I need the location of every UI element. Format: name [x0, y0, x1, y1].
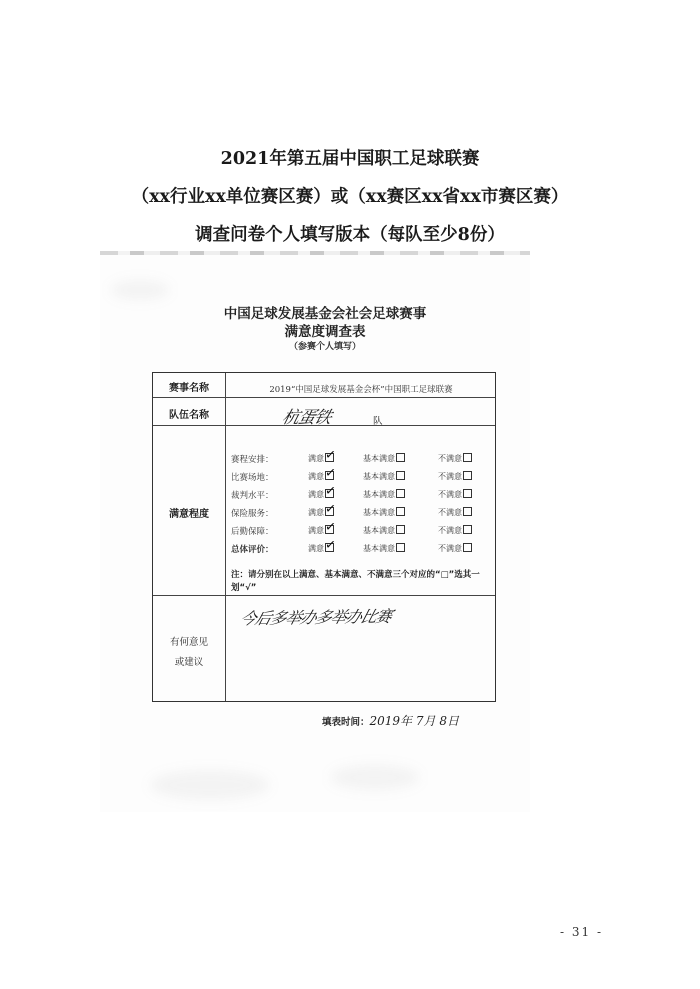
fill-time: [322, 712, 459, 729]
option-basically-satisfied[interactable]: 基本满意: [363, 489, 405, 500]
suggestion-label-line-1: 有何意见: [169, 637, 208, 648]
option-satisfied[interactable]: 满意 ✓: [308, 465, 337, 482]
rating-row: [231, 447, 493, 470]
check-mark-icon: ✓: [324, 447, 337, 464]
option-basically-satisfied[interactable]: 基本满意: [363, 525, 405, 536]
checkbox-basically-satisfied: [396, 543, 405, 552]
fill-time-handwritten: 2019年 7月 8日: [369, 714, 459, 728]
scan-smudge: [150, 770, 270, 800]
checkbox-basically-satisfied: [396, 489, 405, 498]
rating-row: [231, 483, 493, 506]
option-unsatisfied[interactable]: 不满意: [438, 453, 472, 464]
team-name-label: 队伍名称: [169, 410, 209, 421]
rating-item-label: 裁判水平：: [231, 491, 274, 501]
option-unsatisfied[interactable]: 不满意: [438, 525, 472, 536]
option-unsatisfied[interactable]: 不满意: [438, 543, 472, 554]
form-title-2: 满意度调查表: [284, 324, 366, 340]
checkbox-satisfied: [324, 447, 337, 464]
option-satisfied[interactable]: 满意 ✓: [308, 519, 337, 536]
rating-row: [231, 501, 493, 524]
option-basically-satisfied[interactable]: 基本满意: [363, 453, 405, 464]
checkbox-satisfied: [324, 519, 337, 536]
checkbox-unsatisfied: [463, 543, 472, 552]
option-basically-satisfied[interactable]: 基本满意: [363, 471, 405, 482]
option-unsatisfied[interactable]: 不满意: [438, 489, 472, 500]
check-mark-icon: ✓: [324, 537, 337, 554]
check-mark-icon: ✓: [324, 519, 337, 536]
survey-table: [152, 372, 496, 702]
rating-item-label: 赛程安排：: [231, 455, 274, 465]
rating-row: [231, 537, 493, 560]
checkbox-basically-satisfied: [396, 525, 405, 534]
option-basically-satisfied[interactable]: 基本满意: [363, 543, 405, 554]
checkbox-unsatisfied: [463, 507, 472, 516]
checkbox-unsatisfied: [463, 489, 472, 498]
option-satisfied[interactable]: 满意 ✓: [308, 483, 337, 500]
suggestion-label-line-2: 或建议: [174, 657, 204, 668]
option-unsatisfied[interactable]: 不满意: [438, 507, 472, 518]
event-name-value: 2019“中国足球发展基金会杯”中国职工足球联赛: [269, 385, 453, 395]
checkbox-basically-satisfied: [396, 471, 405, 480]
option-basically-satisfied[interactable]: 基本满意: [363, 507, 405, 518]
suggestion-label: [153, 633, 225, 673]
rating-item-label: 后勤保障：: [231, 527, 274, 537]
table-divider-vertical: [225, 373, 226, 701]
table-divider: [153, 397, 495, 398]
check-mark-icon: ✓: [324, 465, 337, 482]
document-title-line-3: 调查问卷个人填写版本（每队至少8份）: [195, 225, 505, 245]
option-satisfied[interactable]: 满意 ✓: [308, 501, 337, 518]
checkbox-satisfied: [324, 465, 337, 482]
team-name-handwritten: 杭蛋铁: [279, 408, 333, 428]
rating-row: [231, 465, 493, 488]
suggestion-handwritten: 今后多举办多举办比赛: [237, 606, 394, 629]
satisfaction-label: 满意程度: [169, 509, 209, 520]
option-satisfied[interactable]: 满意 ✓: [308, 537, 337, 554]
option-unsatisfied[interactable]: 不满意: [438, 471, 472, 482]
checkbox-unsatisfied: [463, 453, 472, 462]
scan-smudge: [330, 765, 420, 790]
check-mark-icon: ✓: [324, 501, 337, 518]
form-subtitle: （参赛个人填写）: [288, 342, 361, 352]
rating-item-label: 总体评价：: [231, 545, 274, 555]
instruction-note: 注：请分别在以上满意、基本满意、不满意三个对应的“□”选其一划“√”: [231, 570, 480, 593]
checkbox-unsatisfied: [463, 525, 472, 534]
document-title-line-2: （xx行业xx单位赛区赛）或（xx赛区xx省xx市赛区赛）: [131, 187, 569, 207]
checkbox-basically-satisfied: [396, 453, 405, 462]
rating-row: [231, 519, 493, 542]
document-title-line-1: 2021年第五届中国职工足球联赛: [220, 149, 480, 169]
checkbox-satisfied: [324, 483, 337, 500]
rating-item-label: 比赛场地：: [231, 473, 274, 483]
team-suffix: 队: [373, 416, 383, 427]
checkbox-satisfied: [324, 501, 337, 518]
check-mark-icon: ✓: [324, 483, 337, 500]
scan-torn-edge: [100, 251, 530, 255]
checkbox-basically-satisfied: [396, 507, 405, 516]
scan-smudge: [110, 280, 170, 300]
checkbox-satisfied: [324, 537, 337, 554]
rating-item-label: 保险服务：: [231, 509, 274, 519]
page-number: - 31 -: [560, 925, 604, 939]
form-title: 中国足球发展基金会社会足球赛事: [223, 306, 427, 322]
checkbox-unsatisfied: [463, 471, 472, 480]
event-name-label: 赛事名称: [169, 383, 209, 394]
table-divider: [153, 595, 495, 596]
fill-time-label: 填表时间：: [322, 717, 370, 728]
option-satisfied[interactable]: 满意 ✓: [308, 447, 337, 464]
